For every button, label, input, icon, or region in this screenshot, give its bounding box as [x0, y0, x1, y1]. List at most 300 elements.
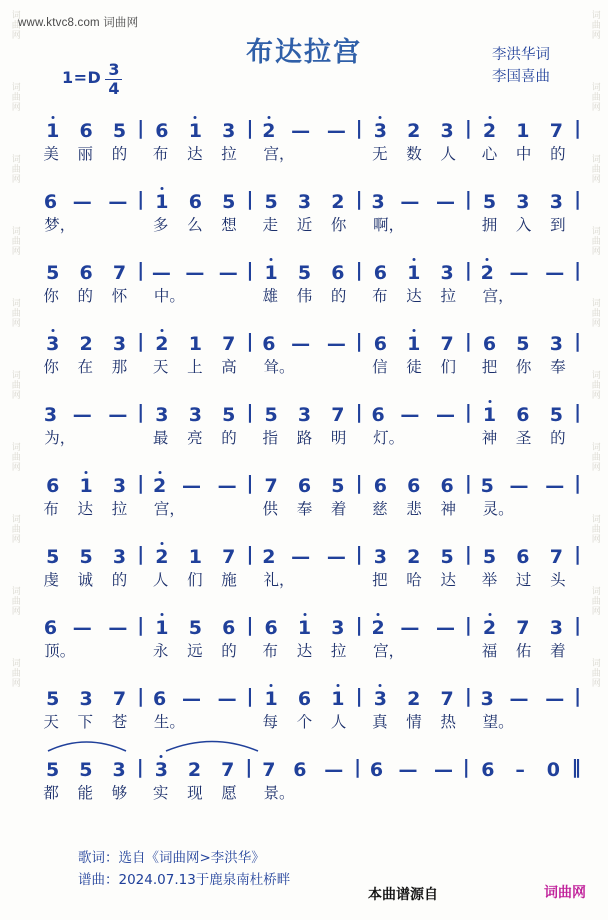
lyric-syllable [94, 426, 103, 444]
note: 1 [328, 688, 347, 710]
lyric-syllable: 景。 [263, 784, 295, 802]
lyric-group [363, 568, 466, 590]
lyric-group [253, 710, 356, 732]
note: — [185, 262, 206, 284]
note: 2 [259, 120, 278, 142]
note: 7 [262, 759, 276, 781]
lyric-group [472, 497, 575, 519]
lyric-syllable [519, 781, 528, 799]
lyric-syllable [423, 426, 432, 444]
time-signature-numerator: 3 [105, 62, 122, 80]
note: 5 [440, 546, 454, 568]
barline: | [246, 614, 254, 636]
measure [364, 404, 464, 426]
measure [473, 617, 573, 639]
note: — [545, 475, 566, 497]
music-system [26, 463, 582, 534]
note: 7 [331, 404, 345, 426]
lyric-row [26, 355, 582, 385]
note-row [26, 392, 582, 426]
lyric-syllable [94, 213, 103, 231]
measure [36, 333, 136, 355]
lyric-syllable: 达 [77, 500, 94, 518]
barline: | [246, 188, 254, 210]
lyric-syllable: 高 [221, 358, 237, 376]
lyric-syllable [410, 781, 419, 799]
note: 3 [549, 191, 563, 213]
lyric-syllable: 礼， [263, 571, 295, 589]
lyric-syllable: 人 [440, 145, 456, 163]
lyric-syllable: 无 [372, 145, 388, 163]
note: — [217, 688, 238, 710]
lyric-syllable: 近 [296, 216, 313, 234]
note: — [217, 475, 238, 497]
lyric-syllable: 么 [187, 216, 203, 234]
note: 5 [516, 333, 530, 355]
barline: | [464, 614, 472, 636]
barline: | [246, 401, 254, 423]
note: 6 [43, 191, 58, 213]
note: 5 [549, 404, 563, 426]
note: 5 [79, 759, 93, 781]
measure [145, 688, 245, 710]
barline: | [464, 685, 472, 707]
note: 5 [480, 475, 494, 497]
watermark-text: 词曲网 [9, 514, 20, 544]
note: 3 [222, 120, 236, 142]
barline: | [574, 685, 582, 707]
note: 3 [440, 262, 454, 284]
lyric-group [34, 497, 137, 519]
note: — [326, 546, 347, 568]
note: 7 [222, 333, 236, 355]
measure [254, 262, 354, 284]
watermark-text: 词曲网 [589, 442, 600, 472]
measure [145, 262, 245, 284]
barline: | [245, 756, 253, 778]
measure [36, 120, 136, 142]
lyric-syllable [339, 142, 348, 160]
barline: | [355, 188, 363, 210]
lyric-group [144, 568, 247, 590]
lyric-syllable: 明 [330, 429, 347, 447]
lyric-syllable: 现 [187, 784, 203, 802]
measure [364, 688, 464, 710]
lyric-syllable: 中。 [153, 287, 185, 305]
lyric-group [472, 284, 575, 306]
lyric-row [26, 639, 582, 669]
lyric-syllable: 宫， [153, 500, 185, 518]
lyric-syllable: 的 [330, 287, 347, 305]
note: 6 [46, 475, 60, 497]
note: 1 [188, 333, 202, 355]
note: 3 [79, 688, 93, 710]
note-row [26, 250, 582, 284]
lyric-syllable: 举 [481, 571, 498, 589]
lyric-syllable: 宫， [482, 287, 514, 305]
barline: | [464, 330, 472, 352]
lyric-syllable [313, 781, 322, 799]
note: 3 [297, 191, 312, 213]
footer-line-lyrics: 歌词：选自《词曲网>李洪华》 [78, 850, 265, 866]
barline: | [246, 685, 254, 707]
lyric-syllable: 诚 [77, 571, 94, 589]
note: 6 [516, 404, 530, 426]
barline: | [464, 188, 472, 210]
lyric-syllable: 达 [406, 287, 422, 305]
music-system [26, 108, 582, 179]
note: 2 [187, 759, 202, 781]
lyric-syllable: 望。 [482, 713, 514, 731]
lyric-syllable: 的 [77, 287, 94, 305]
note: 6 [264, 617, 278, 639]
note: 6 [222, 617, 236, 639]
watermark-text: 词曲网 [9, 226, 20, 256]
note: 7 [222, 546, 236, 568]
barline: | [574, 614, 582, 636]
note: 3 [297, 404, 312, 426]
lyric-syllable: 圣 [515, 429, 532, 447]
lyric-syllable [423, 213, 432, 231]
footer-credits [78, 848, 290, 891]
lyric-syllable [119, 213, 128, 231]
measure [36, 688, 136, 710]
lyric-syllable: 拉 [330, 642, 347, 660]
lyric-group [472, 710, 575, 732]
measure [145, 404, 245, 426]
note: 5 [112, 120, 127, 142]
watermark-text: 词曲网 [589, 370, 600, 400]
watermark-text: 词曲网 [9, 442, 20, 472]
note: 5 [482, 546, 497, 568]
lyricist-credit: 李洪华词 [492, 47, 550, 63]
lyric-syllable: 为， [44, 429, 76, 447]
watermark-text: 词曲网 [589, 226, 600, 256]
note: — [436, 191, 457, 213]
note: — [72, 617, 93, 639]
measure [145, 120, 245, 142]
measure [145, 617, 245, 639]
lyric-syllable: 人 [152, 571, 169, 589]
lyric-syllable [485, 781, 494, 799]
watermark-text: 词曲网 [589, 586, 600, 616]
barline: | [137, 543, 145, 565]
measure [254, 617, 354, 639]
lyric-group [144, 284, 247, 306]
note: 2 [480, 120, 499, 142]
lyric-syllable: 施 [221, 571, 237, 589]
lyric-syllable: 们 [440, 358, 456, 376]
measure [36, 475, 136, 497]
measure [473, 262, 573, 284]
note: 5 [264, 191, 278, 213]
lyric-group [472, 355, 575, 377]
lyric-syllable: 怀 [111, 287, 128, 305]
barline: | [137, 117, 145, 139]
lyric-group [253, 497, 356, 519]
barline: | [246, 472, 254, 494]
lyric-syllable [558, 284, 567, 302]
lyric-syllable: 天 [152, 358, 169, 376]
lyric-syllable: 达 [440, 571, 456, 589]
lyric-syllable: 的 [550, 429, 566, 447]
lyric-syllable: 布 [43, 500, 59, 518]
lyric-syllable: 把 [481, 358, 498, 376]
lyric-syllable [229, 710, 238, 728]
barline: | [464, 472, 472, 494]
note: 5 [264, 404, 278, 426]
lyric-syllable: 伟 [296, 287, 313, 305]
lyric-syllable: 到 [550, 216, 566, 234]
lyric-syllable: 梦， [44, 216, 76, 234]
note: 3 [549, 617, 563, 639]
key-and-time-signature [62, 62, 122, 97]
note: 6 [516, 546, 530, 568]
measure [253, 759, 353, 781]
lyric-syllable: 达 [296, 642, 313, 660]
lyric-syllable: 中 [515, 145, 532, 163]
note: — [291, 546, 312, 568]
lyric-syllable: 数 [406, 145, 422, 163]
watermark-text: 词曲网 [9, 82, 20, 112]
barline: | [574, 330, 582, 352]
music-system [26, 534, 582, 605]
note: 2 [368, 617, 387, 639]
note: 3 [440, 120, 454, 142]
time-signature-denominator: 4 [108, 79, 120, 98]
watermark-text: 词曲网 [9, 586, 20, 616]
lyric-group [363, 142, 466, 164]
note: 7 [221, 759, 235, 781]
music-system [26, 179, 582, 250]
lyric-syllable [558, 710, 567, 728]
lyric-syllable: 宫， [263, 145, 295, 163]
lyric-syllable: 顶。 [44, 642, 76, 660]
lyric-group [34, 284, 137, 306]
note: 3 [331, 617, 345, 639]
lyric-syllable: 生。 [153, 713, 185, 731]
footer [0, 842, 608, 914]
lyric-group [253, 284, 356, 306]
measure [145, 191, 245, 213]
music-system [26, 605, 582, 676]
barline: | [574, 472, 582, 494]
watermark-text: 词曲网 [589, 10, 600, 40]
note: 5 [482, 191, 497, 213]
note: 6 [297, 688, 312, 710]
note: 5 [46, 759, 60, 781]
lyric-group [472, 213, 575, 235]
note: 5 [331, 475, 345, 497]
note: 5 [222, 404, 236, 426]
lyric-syllable [203, 284, 212, 302]
note: 6 [373, 475, 387, 497]
lyric-syllable: 你 [43, 358, 59, 376]
barline: | [574, 401, 582, 423]
measure [36, 404, 136, 426]
lyric-syllable: 愿 [221, 784, 237, 802]
measure [364, 333, 464, 355]
note: 5 [46, 546, 60, 568]
measure [145, 333, 245, 355]
watermark-text: 词曲网 [589, 154, 600, 184]
note: 6 [293, 759, 307, 781]
lyric-syllable [448, 639, 457, 657]
lyric-group [363, 710, 466, 732]
barline: | [246, 259, 254, 281]
page-title: 布达拉宫 [246, 37, 362, 68]
note: — [398, 759, 419, 781]
measure [473, 191, 573, 213]
site-url: www.ktvc8.com 词曲网 [18, 17, 139, 29]
lyric-syllable: 走 [262, 216, 279, 234]
note: 2 [79, 333, 93, 355]
measure [473, 120, 573, 142]
lyric-group [363, 639, 466, 661]
lyric-syllable: 远 [187, 642, 203, 660]
note: – [515, 759, 526, 781]
lyric-group [363, 355, 466, 377]
lyric-syllable: 你 [43, 287, 59, 305]
lyric-syllable: 啊， [373, 216, 405, 234]
measure [254, 333, 354, 355]
barline: | [354, 756, 362, 778]
lyric-syllable [375, 781, 384, 799]
lyric-group [34, 213, 137, 235]
lyric-syllable: 信 [372, 358, 388, 376]
measure [254, 688, 354, 710]
lyric-syllable [532, 284, 541, 302]
lyric-syllable: 的 [111, 145, 128, 163]
measure [473, 404, 573, 426]
note: 3 [112, 333, 127, 355]
lyric-syllable: 灵。 [482, 500, 514, 518]
barline: | [574, 259, 582, 281]
note: 3 [371, 191, 385, 213]
music-system [26, 392, 582, 463]
lyric-row [26, 710, 582, 740]
lyric-group [472, 639, 575, 661]
lyric-group [144, 497, 247, 519]
lyric-syllable [339, 781, 348, 799]
note: 5 [188, 617, 202, 639]
lyric-group [34, 710, 137, 732]
lyric-syllable: 布 [262, 642, 279, 660]
note: 3 [480, 688, 494, 710]
lyric-group [253, 213, 356, 235]
measure [36, 191, 136, 213]
note: 6 [331, 262, 345, 284]
watermark-column-right [580, 0, 608, 920]
note-row [26, 108, 582, 142]
note: — [436, 617, 457, 639]
note: 1 [295, 617, 314, 639]
note: 3 [43, 333, 62, 355]
lyric-syllable: 想 [221, 216, 237, 234]
note: 5 [46, 688, 60, 710]
note: — [324, 759, 345, 781]
barline: | [355, 330, 363, 352]
lyric-syllable: 佑 [515, 642, 532, 660]
lyric-syllable: 每 [262, 713, 279, 731]
lyric-syllable: 你 [515, 358, 532, 376]
lyric-syllable: 路 [296, 429, 313, 447]
lyric-group [363, 781, 466, 799]
note: 1 [152, 617, 171, 639]
music-system [26, 321, 582, 392]
note: 7 [112, 262, 127, 284]
lyric-syllable: 奉 [550, 358, 566, 376]
note: — [108, 191, 129, 213]
lyric-syllable: 都 [43, 784, 59, 802]
watermark-text: 词曲网 [9, 370, 20, 400]
note-row [26, 321, 582, 355]
lyric-syllable: 在 [77, 358, 94, 376]
lyric-group [363, 426, 466, 448]
note: 3 [43, 404, 58, 426]
note: — [108, 617, 129, 639]
lyric-row [26, 284, 582, 314]
lyric-syllable: 拉 [440, 287, 456, 305]
barline: | [355, 401, 363, 423]
watermark-text: 词曲网 [9, 298, 20, 328]
lyric-syllable: 入 [515, 216, 532, 234]
lyric-group [144, 639, 247, 661]
lyric-syllable [119, 426, 128, 444]
note: 2 [152, 333, 171, 355]
measure [145, 759, 245, 781]
barline: | [464, 117, 472, 139]
lyric-syllable [313, 355, 322, 373]
lyric-group [34, 781, 137, 803]
barline: | [574, 543, 582, 565]
lyric-group [144, 426, 247, 448]
lyric-group [472, 142, 575, 164]
measure [254, 120, 354, 142]
lyric-syllable: 布 [372, 287, 388, 305]
composer-credit: 李国喜曲 [492, 69, 550, 86]
lyric-syllable: 头 [550, 571, 566, 589]
lyric-syllable: 永 [152, 642, 169, 660]
lyric-group [144, 142, 247, 164]
barline: | [355, 685, 363, 707]
lyric-row [26, 142, 582, 172]
lyric-group [253, 781, 356, 803]
note: 1 [186, 120, 205, 142]
note: — [108, 404, 129, 426]
barline: | [355, 543, 363, 565]
lyric-row [26, 497, 582, 527]
lyric-group [363, 497, 466, 519]
watermark-column-left [0, 0, 28, 920]
note: 7 [549, 546, 563, 568]
final-barline: ‖ [571, 756, 581, 778]
note: 1 [404, 333, 423, 355]
lyric-syllable [313, 568, 322, 586]
lyric-syllable: 多 [152, 216, 169, 234]
lyric-group [144, 355, 247, 377]
note: — [436, 404, 457, 426]
note: — [291, 333, 312, 355]
lyric-syllable: 指 [262, 429, 279, 447]
note: 3 [549, 333, 563, 355]
note: 2 [407, 546, 421, 568]
barline: | [246, 330, 254, 352]
lyric-group [253, 639, 356, 661]
barline: | [355, 614, 363, 636]
lyric-syllable: 布 [152, 145, 169, 163]
lyric-syllable [229, 497, 238, 515]
